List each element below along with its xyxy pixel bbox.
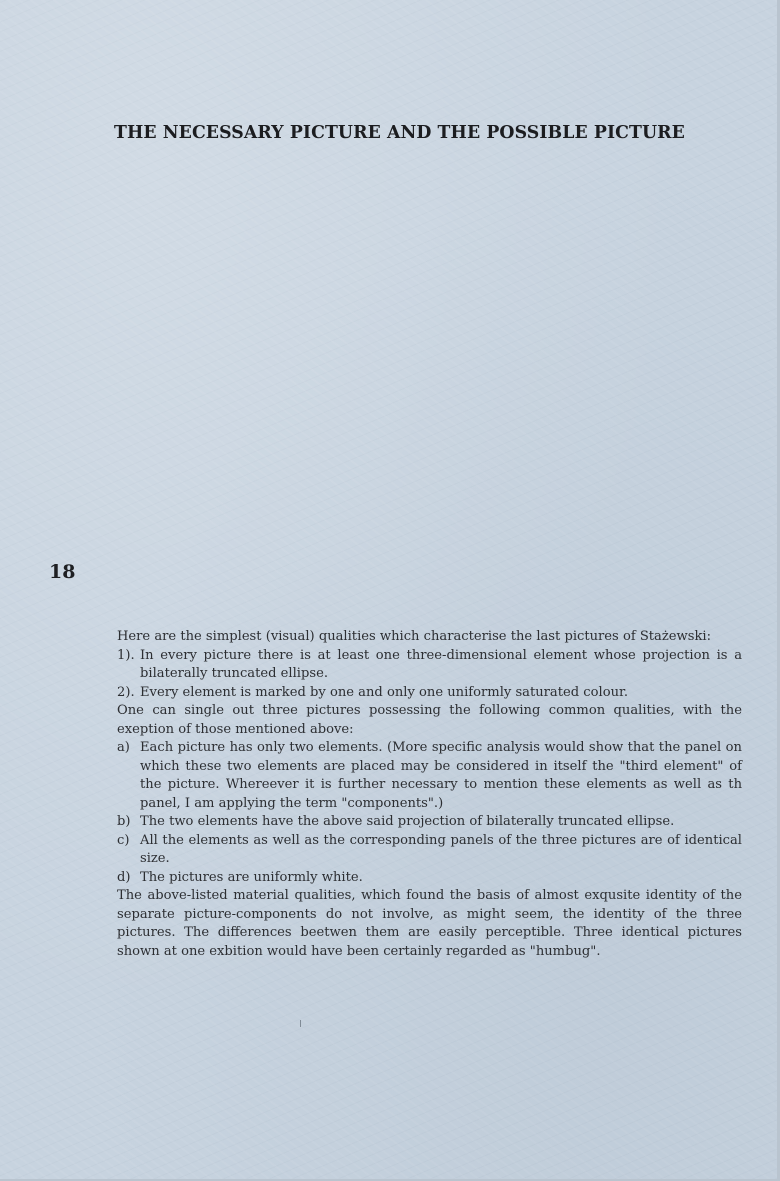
list-marker: d) xyxy=(117,869,131,885)
paper-speck xyxy=(300,1020,301,1027)
quality-item-1 xyxy=(117,647,742,684)
common-quality-d xyxy=(117,869,742,888)
intro-paragraph: Here are the simplest (visual) qualities which characterise the last pictures of Stażewski: xyxy=(117,629,711,644)
list-marker: 1). xyxy=(117,647,135,663)
page-number: 18 xyxy=(49,561,76,583)
list-marker: a) xyxy=(117,740,130,755)
common-quality-a xyxy=(117,739,742,813)
list-item-text: Each picture has only two elements. (More specific analysis would show that the panel on which these two elements are placed may be considered in itself the "third element" of the picture. Whereever it is further necessary to mention these elements as well as th panel, I am applying the term "components".) xyxy=(140,740,742,811)
list-item-text: Every element is marked by one and only one uniformly saturated colour. xyxy=(140,684,628,700)
list-item-text: In every picture there is at least one three-dimensional element whose projection is a bilaterally truncated ellipse. xyxy=(140,647,742,681)
common-intro-paragraph: One can single out three pictures possessing the following common qualities, with the exeption of those mentioned above: xyxy=(117,703,742,737)
page-title: THE NECESSARY PICTURE AND THE POSSIBLE PICTURE xyxy=(114,123,685,143)
list-item-text: The pictures are uniformly white. xyxy=(140,869,363,885)
common-quality-b xyxy=(117,813,742,832)
list-item-text: All the elements as well as the corresponding panels of the three pictures are of identical size. xyxy=(140,832,742,866)
common-quality-c xyxy=(117,832,742,869)
conclusion-paragraph: The above-listed material qualities, which found the basis of almost exqusite identity of the separate picture-components do not involve, as might seem, the identity of the three pictures. The differences beetwen them are easily perceptible. Three identical pictures shown at one exbition would have been certainly regarded as "humbug". xyxy=(117,888,742,959)
list-item-text: The two elements have the above said projection of bilaterally truncated ellipse. xyxy=(140,814,675,829)
list-marker: c) xyxy=(117,832,130,848)
list-marker: b) xyxy=(117,814,131,829)
quality-item-2 xyxy=(117,684,742,703)
body-text xyxy=(117,628,742,961)
list-marker: 2). xyxy=(117,684,135,700)
